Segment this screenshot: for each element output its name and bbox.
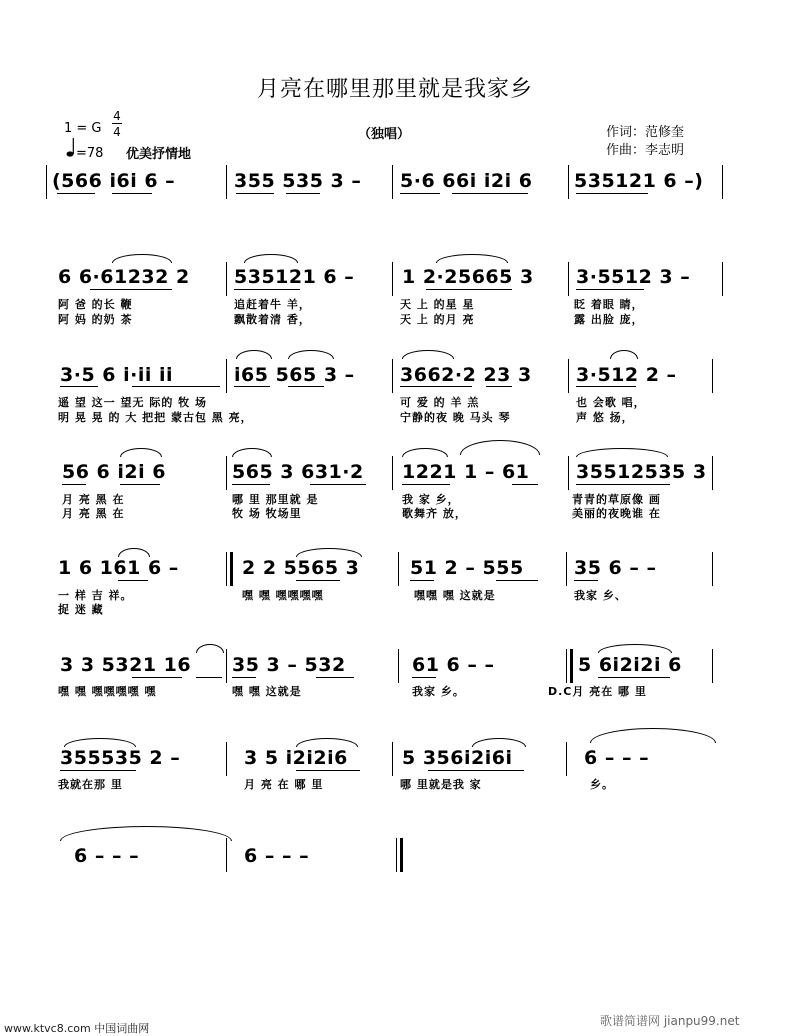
lyrics-verse-1: 一 样 吉 祥。 xyxy=(58,589,133,602)
beam xyxy=(410,580,434,581)
barline xyxy=(226,456,227,490)
measure-notes: (566 i6i 6 – xyxy=(52,170,176,192)
slur xyxy=(402,350,454,359)
barline xyxy=(568,359,569,393)
beam xyxy=(428,770,524,771)
barline xyxy=(392,262,393,296)
measure-notes: 5 6i2i2i 6 xyxy=(578,654,682,676)
lyrics-verse-2: 声 悠 扬， xyxy=(576,411,634,424)
lyrics-verse-1: 追赶着牛 羊， xyxy=(234,298,311,311)
lyrics-verse-2: 捉 迷 藏 xyxy=(58,603,104,616)
beam xyxy=(112,193,152,194)
measure-notes: 2 2 5565 3 xyxy=(242,557,360,579)
time-signature-numerator: 4 xyxy=(113,109,121,123)
lyrics-verse-1: 月 亮 黑 在 xyxy=(62,493,125,506)
measure-notes: i65 565 3 – xyxy=(234,364,355,386)
repeat-barline xyxy=(230,552,233,586)
beam xyxy=(57,193,95,194)
beam xyxy=(60,386,98,387)
barline xyxy=(392,165,393,199)
lyrics-verse-1: 嘿嘿 嘿 这就是 xyxy=(414,589,496,602)
beam xyxy=(426,289,512,290)
lyrics-verse-1: 乡。 xyxy=(590,778,614,791)
barline xyxy=(226,262,227,296)
beam xyxy=(496,580,538,581)
barline xyxy=(566,552,567,586)
barline xyxy=(398,552,399,586)
beam xyxy=(400,193,440,194)
lyrics-verse-2: 美丽的夜晚谁 在 xyxy=(572,507,661,520)
composer: 作曲：李志明 xyxy=(606,143,685,158)
lyrics-verse-1: 阿 爸 的长 鞭 xyxy=(58,298,133,311)
barline xyxy=(226,838,227,872)
lyrics-verse-1: 嘿 嘿 嘿嘿嘿嘿 xyxy=(242,589,324,602)
measure-notes: 6 – – – xyxy=(74,845,140,867)
beam xyxy=(296,770,360,771)
measure-notes: 56 6 i2i 6 xyxy=(62,461,166,483)
measure-notes: 61 6 – – xyxy=(412,654,495,676)
barline xyxy=(566,649,567,683)
slur xyxy=(60,826,232,841)
lyrics-verse-1: 遥 望 这一 望无 际的 牧 场 xyxy=(58,396,207,409)
measure-notes: 3662·2 23 3 xyxy=(400,364,532,386)
measure-notes: 3 5 i2i2i6 xyxy=(244,747,348,769)
barline xyxy=(712,552,713,586)
expression-marking: 优美抒情地 xyxy=(126,147,192,162)
lyrics-verse-2: 宁静的夜 晚 马头 琴 xyxy=(400,411,511,424)
lyrics-verse-2: 阿 妈 的奶 茶 xyxy=(58,313,133,326)
barline xyxy=(722,165,723,199)
lyrics-verse-1: 月 亮 在 哪 里 xyxy=(244,778,324,791)
measure-notes: 35512535 3 xyxy=(576,461,707,483)
beam xyxy=(400,386,472,387)
lyrics-verse-2: 牧 场 牧场里 xyxy=(232,507,302,520)
lyrics-verse-2: 歌舞齐 放， xyxy=(402,507,467,520)
slur xyxy=(590,728,716,743)
beam xyxy=(232,677,256,678)
lyricist: 作词：范修奎 xyxy=(606,125,685,140)
beam xyxy=(598,677,670,678)
beam xyxy=(132,677,182,678)
footer-source: www.ktvc8.com 中国词曲网 xyxy=(4,1022,150,1035)
measure-notes: 1 6 161 6 – xyxy=(58,557,179,579)
lyrics-verse-1: 嘿 嘿 这就是 xyxy=(232,685,302,698)
beam xyxy=(296,580,340,581)
slur xyxy=(472,738,526,747)
beam xyxy=(412,677,436,678)
measure-notes: 5·6 66i i2i 6 xyxy=(400,170,533,192)
barline xyxy=(226,359,227,393)
slur xyxy=(236,350,272,359)
beam xyxy=(234,289,300,290)
beam xyxy=(486,386,512,387)
key-signature: 1 = G xyxy=(64,121,102,136)
barline xyxy=(568,165,569,199)
lyrics-verse-1: 哪 里就是我 家 xyxy=(400,778,482,791)
beam xyxy=(576,193,648,194)
slur xyxy=(196,644,224,653)
performance-note: （独唱） xyxy=(358,127,411,142)
barline xyxy=(566,742,567,776)
slur xyxy=(436,254,508,263)
beam xyxy=(120,484,160,485)
beam xyxy=(234,386,270,387)
lyrics-verse-2: 天 上 的月 亮 xyxy=(400,313,475,326)
slur xyxy=(576,448,668,457)
lyrics-verse-1: 我家 乡、 xyxy=(574,589,627,602)
barline xyxy=(712,359,713,393)
beam xyxy=(132,386,220,387)
barline xyxy=(568,262,569,296)
slur xyxy=(296,738,358,747)
beam xyxy=(286,193,320,194)
measure-notes: 35 3 – 532 xyxy=(232,654,346,676)
measure-notes: 3·512 2 – xyxy=(576,364,677,386)
measure-notes: 5 356i2i6i xyxy=(402,747,513,769)
final-barline xyxy=(400,838,403,872)
measure-notes: 6 – – – xyxy=(244,845,310,867)
measure-notes: 535121 6 – xyxy=(234,266,355,288)
lyrics-verse-2: 飘散着清 香， xyxy=(234,313,311,326)
slur xyxy=(120,448,162,457)
lyrics-verse-2: 露 出脸 庞， xyxy=(574,313,644,326)
measure-notes: 3·5 6 i·ii ii xyxy=(60,364,174,386)
beam xyxy=(576,386,636,387)
beam xyxy=(576,289,644,290)
barline xyxy=(392,742,393,776)
beam xyxy=(452,193,528,194)
measure-notes: 3·5512 3 – xyxy=(576,266,691,288)
slur xyxy=(460,440,540,455)
measure-notes: 3 3 5321 16 xyxy=(60,654,192,676)
beam xyxy=(574,580,598,581)
barline xyxy=(226,649,227,683)
measure-notes: 355535 2 – xyxy=(60,747,181,769)
slur xyxy=(244,254,298,263)
beam xyxy=(316,677,354,678)
measure-notes: 535121 6 –) xyxy=(574,170,704,192)
barline xyxy=(398,649,399,683)
barline xyxy=(46,165,47,199)
measure-notes: 6 6·61232 2 xyxy=(58,266,190,288)
beam xyxy=(288,386,324,387)
time-signature-denominator: 4 xyxy=(113,125,121,139)
tempo-marking: =78 xyxy=(76,146,104,161)
lyrics-verse-1: 也 会歌 唱， xyxy=(576,396,646,409)
barline xyxy=(226,552,227,586)
beam xyxy=(402,484,450,485)
beam xyxy=(196,677,222,678)
measure-notes: 565 3 631·2 xyxy=(232,461,364,483)
lyrics-verse-1: 我就在那 里 xyxy=(58,778,123,791)
time-signature-line xyxy=(112,123,122,124)
lyrics-verse-1: 天 上 的星 星 xyxy=(400,298,475,311)
beam xyxy=(236,193,274,194)
slur xyxy=(118,548,150,557)
slur xyxy=(296,548,362,557)
measure-notes: 35 6 – – xyxy=(574,557,657,579)
beam xyxy=(90,289,172,290)
beam xyxy=(118,580,148,581)
beam xyxy=(512,484,538,485)
lyrics-verse-1: 可 爱 的 羊 羔 xyxy=(400,396,480,409)
lyrics-verse-1: 嘿 嘿 嘿嘿嘿嘿 嘿 xyxy=(58,685,157,698)
slur xyxy=(232,448,272,457)
slur xyxy=(64,738,136,747)
measure-notes: 6 – – – xyxy=(584,747,650,769)
slur xyxy=(288,350,334,359)
lyrics-verse-1: 哪 里 那里就 是 xyxy=(232,493,319,506)
measure-notes: 355 535 3 – xyxy=(234,170,362,192)
barline xyxy=(722,262,723,296)
lyrics-verse-1: 我 家 乡， xyxy=(402,493,460,506)
beam xyxy=(60,770,136,771)
repeat-barline xyxy=(570,649,573,683)
lyrics-verse-1: 我家 乡。 xyxy=(412,685,465,698)
barline xyxy=(392,359,393,393)
beam xyxy=(232,484,270,485)
lyrics-verse-2: 月 亮 黑 在 xyxy=(62,507,125,520)
barline xyxy=(396,838,397,872)
measure-notes: 1221 1 – 61 xyxy=(402,461,530,483)
beam xyxy=(310,484,366,485)
barline xyxy=(226,165,227,199)
footer-watermark: 歌谱简谱网 jianpu99.net xyxy=(600,1014,740,1028)
page-title: 月亮在哪里那里就是我家乡 xyxy=(256,77,533,102)
lyrics-verse-1: D.C月 亮在 哪 里 xyxy=(548,685,647,698)
barline xyxy=(712,456,713,490)
lyrics-verse-2: 明 晃 晃 的 大 把把 蒙古包 黑 亮， xyxy=(58,411,253,424)
slur xyxy=(598,644,672,653)
lyrics-verse-1: 眨 着眼 睛， xyxy=(574,298,644,311)
beam xyxy=(576,484,670,485)
barline xyxy=(712,649,713,683)
slur xyxy=(610,350,638,359)
beam xyxy=(62,484,86,485)
measure-notes: 51 2 – 555 xyxy=(410,557,524,579)
slur xyxy=(112,254,172,263)
quarter-note-icon xyxy=(66,136,76,156)
measure-notes: 1 2·25665 3 xyxy=(402,266,534,288)
barline xyxy=(568,456,569,490)
barline xyxy=(392,456,393,490)
lyrics-verse-1: 青青的草原像 画 xyxy=(572,493,661,506)
slur xyxy=(402,448,448,457)
barline xyxy=(226,742,227,776)
